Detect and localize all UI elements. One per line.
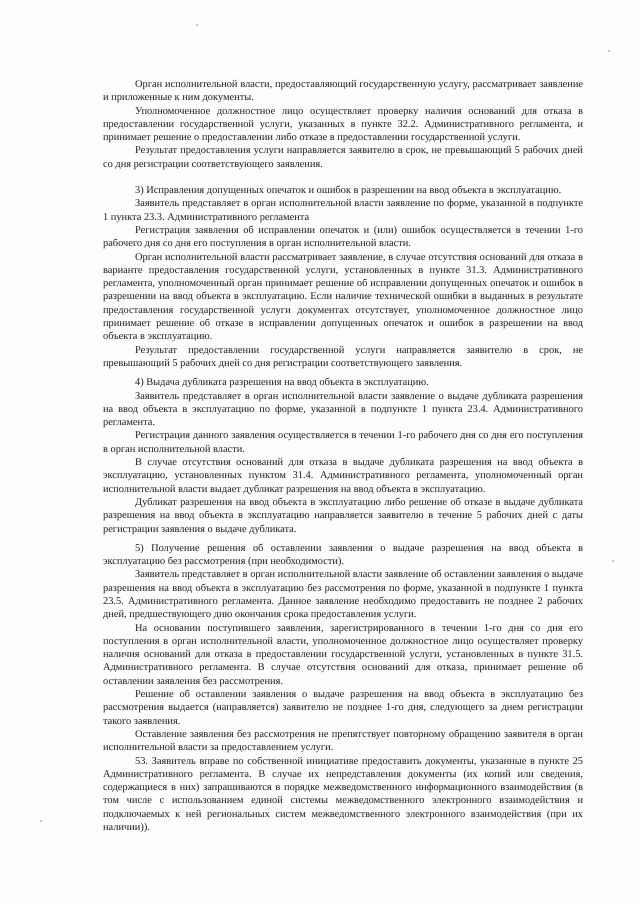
section-heading: 5) Получение решения об оставлении заявления о выдаче разрешения на ввод объекта в эксплуатацию без рассмотрения (при необходимости). [103, 542, 583, 568]
scan-speck [608, 50, 610, 52]
paragraph: Заявитель представляет в орган исполнительной власти заявление по форме, указанной в подпункте 1 пункта 23.3. Административного регламента [103, 198, 583, 223]
paragraph: Решение об оставлении заявления о выдаче разрешения на ввод объекта в эксплуатацию без рассмотрения выдается (направляется) заявителю не позднее 1-го дня, следующего за днем регистрации такого заявления. [103, 689, 583, 727]
paragraph: В случае отсутствия оснований для отказа в выдаче дубликата разрешения на ввод объекта в эксплуатацию, установленных пунктом 31.4. Административного регламента, уполномоченный орган исполнительной власти выдает дубликат разрешения на ввод объекта в эксплуатацию. [103, 457, 583, 495]
section-heading: 3) Исправления допущенных опечаток и ошибок в разрешении на ввод объекта в эксплуатацию. [135, 185, 562, 197]
paragraph: Заявитель представляет в орган исполнительной власти заявление о выдаче дубликата разрешения на ввод объекта в эксплуатацию по форме, указанной в подпункте 1 пункта 23.4. Административного регламента. [103, 390, 583, 429]
paragraph: Уполномоченное должностное лицо осуществляет проверку наличия оснований для отказа в предоставлении государственной услуги, указанных в пункте 32.2. Административного регламента, и принимает решение о предоставлении либо отказе в предоставлении государственной услуги. [103, 105, 583, 144]
paragraph: Результат предоставлении государственной услуги направляется заявителю в срок, не превышающий 5 рабочих дней со дня регистрации соответствующего заявления. [103, 344, 583, 369]
paragraph: На основании поступившего заявления, зарегистрированного в течении 1-го дня со дня его поступления в орган исполнительной власти, уполномоченное должностное лицо осуществляет проверку наличия оснований для отказа в предоставлении государственной услуги, установленных в пункте 31.5. Административного регламента. В случае отсутствия оснований для отказа, принимает решение об оставлении заявления без рассмотрения. [103, 622, 583, 687]
paragraph: Регистрация заявления об исправлении опечаток и (или) ошибок осуществляется в течении 1-го рабочего дня со дня его поступления в орган исполнительной власти. [103, 224, 583, 250]
paragraph: Регистрация данного заявления осуществляется в течении 1-го рабочего дня со дня его поступления в орган исполнительной власти. [103, 430, 583, 455]
scan-speck [612, 560, 614, 562]
document-body [103, 78, 583, 834]
paragraph: Оставление заявления без рассмотрения не препятствует повторному обращению заявителя в орган исполнительной власти за предоставлением услуги. [103, 728, 583, 754]
paragraph: Орган исполнительной власти рассматривает заявление, в случае отсутствия оснований для отказа в варианте предоставления государственной услуги, установленных в пункте 31.3. Административного регламента, уполномоченный орган принимает решение об исправлении допущенных опечаток и ошибок в разрешении на ввод объекта в эксплуатацию. Если наличие технической ошибки в выданных в результате предоставления государственной услуги документах отсутствует, уполномоченное должностное лицо принимает решение об отказе в исправлении допущенных опечаток и ошибок в разрешении на ввод объекта в эксплуатацию. [103, 251, 583, 343]
paragraph: 53. Заявитель вправе по собственной инициативе предоставить документы, указанные в пункте 25 Административного регламента. В случае их непредставления документы (их копий или сведения, содержащиеся в них) запрашиваются в порядке межведомственного информационного взаимодействия (в том числе с использованием единой системы межведомственного электронного взаимодействия и подключаемых к ней региональных систем межведомственного электронного взаимодействия (при их наличии)). [103, 755, 583, 834]
scan-speck [40, 820, 42, 822]
paragraph: Заявитель представляет в орган исполнительной власти заявление об оставлении заявления о выдаче разрешения на ввод объекта в эксплуатацию без рассмотрения по форме, указанной в подпункте 1 пункта 23.5. Административного регламента. Данное заявление необходимо предоставить не позднее 2 рабочих дней, предшествующего дню окончания срока предоставления услуги. [103, 569, 583, 621]
paragraph: Результат предоставления услуги направляется заявителю в срок, не превышающий 5 рабочих дней со дня регистрации соответствующего заявления. [103, 145, 583, 170]
paragraph: Дубликат разрешения на ввод объекта в эксплуатацию либо решение об отказе в выдаче дубликата разрешения на ввод объекта в эксплуатацию направляется заявителю в течение 5 рабочих дней с даты регистрации заявления о выдаче дубликата. [103, 496, 583, 535]
paragraph: Орган исполнительной власти, предоставляющий государственную услугу, рассматривает заявление и приложенные к ним документы. [103, 79, 583, 104]
section-heading: 4) Выдача дубликата разрешения на ввод объекта в эксплуатацию. [135, 377, 429, 389]
scan-speck [196, 24, 198, 26]
